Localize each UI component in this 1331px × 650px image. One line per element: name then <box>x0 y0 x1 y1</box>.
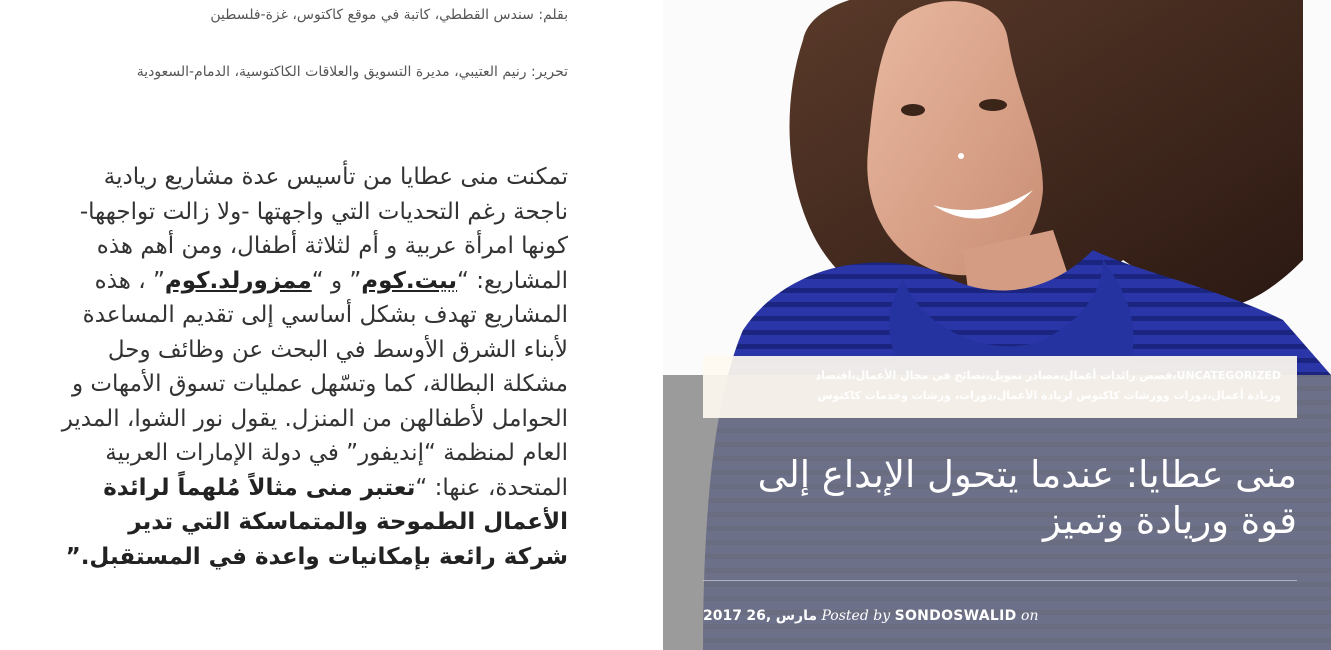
post-title[interactable]: منى عطايا: عندما يتحول الإبداع إلى قوة وريادة وتميز <box>757 453 1297 542</box>
on-label: on <box>1021 608 1039 624</box>
post-author-link[interactable]: SONDOSWALID <box>894 608 1017 624</box>
category-tags[interactable] <box>703 356 1297 418</box>
categories-line[interactable]: وريادة أعمال،دورات وورشات كاكتوس لريادة الأعمال،دورات، ورشات وخدمات كاكتوس <box>817 389 1281 402</box>
article-byline: بقلم: سندس القططي، كاتبة في موقع كاكتوس، غزة-فلسطين <box>210 7 568 23</box>
quote-close: ” <box>65 543 81 570</box>
post-date-day: 26, <box>746 608 772 624</box>
paragraph-text: ” ، هذه المشاريع تهدف بشكل أساسي إلى تقديم المساعدة لأبناء الشرق الأوسط في البحث عن وظائف وحل مشكلة البطالة، كما وتسّهل عمليات تسوق الأمهات و الحوامل لأطفالهن من المنزل. يقول نور الشوا، المدير العام لمنظمة “إنديفور” في دولة الإمارات العربية المتحدة، عنها: “ <box>61 267 568 501</box>
paragraph-text: ” و “ <box>311 267 362 294</box>
post-date-year: 2017 <box>703 608 742 624</box>
categories-line[interactable]: UNCATEGORIZED،قصص رائدات أعمال،مصادر تمويل،نصائح في مجال الأعمال،اقتصاد <box>815 369 1281 382</box>
quote-text: تعتبر منى مثالاً مُلهماً لرائدة الأعمال الطموحة والمتماسكة التي تدير شركة رائعة بإمكانيات واعدة في المستقبل. <box>80 474 568 570</box>
post-meta <box>703 606 1039 626</box>
post-date-month: مارس <box>775 608 817 624</box>
bayt-link[interactable]: بيت.كوم <box>361 267 458 294</box>
featured-hero <box>663 0 1331 650</box>
article-editor-credit: تحرير: رنيم العتيبي، مديرة التسويق والعلاقات الكاكتوسية، الدمام-السعودية <box>136 64 568 80</box>
paragraph-text: تمكنت منى عطايا من تأسيس عدة مشاريع ريادية ناجحة رغم التحديات التي واجهتها -ولا زالت تواجهها- كونها امرأة عربية و أم لثلاثة أطفال، ومن أهم هذه المشاريع: “ <box>79 164 568 294</box>
article-content <box>60 0 568 650</box>
hero-divider <box>703 580 1297 581</box>
posted-by-label: Posted by <box>821 608 891 624</box>
article-paragraph <box>60 160 568 574</box>
mumzworld-link[interactable]: ممزورلد.كوم <box>164 267 312 294</box>
